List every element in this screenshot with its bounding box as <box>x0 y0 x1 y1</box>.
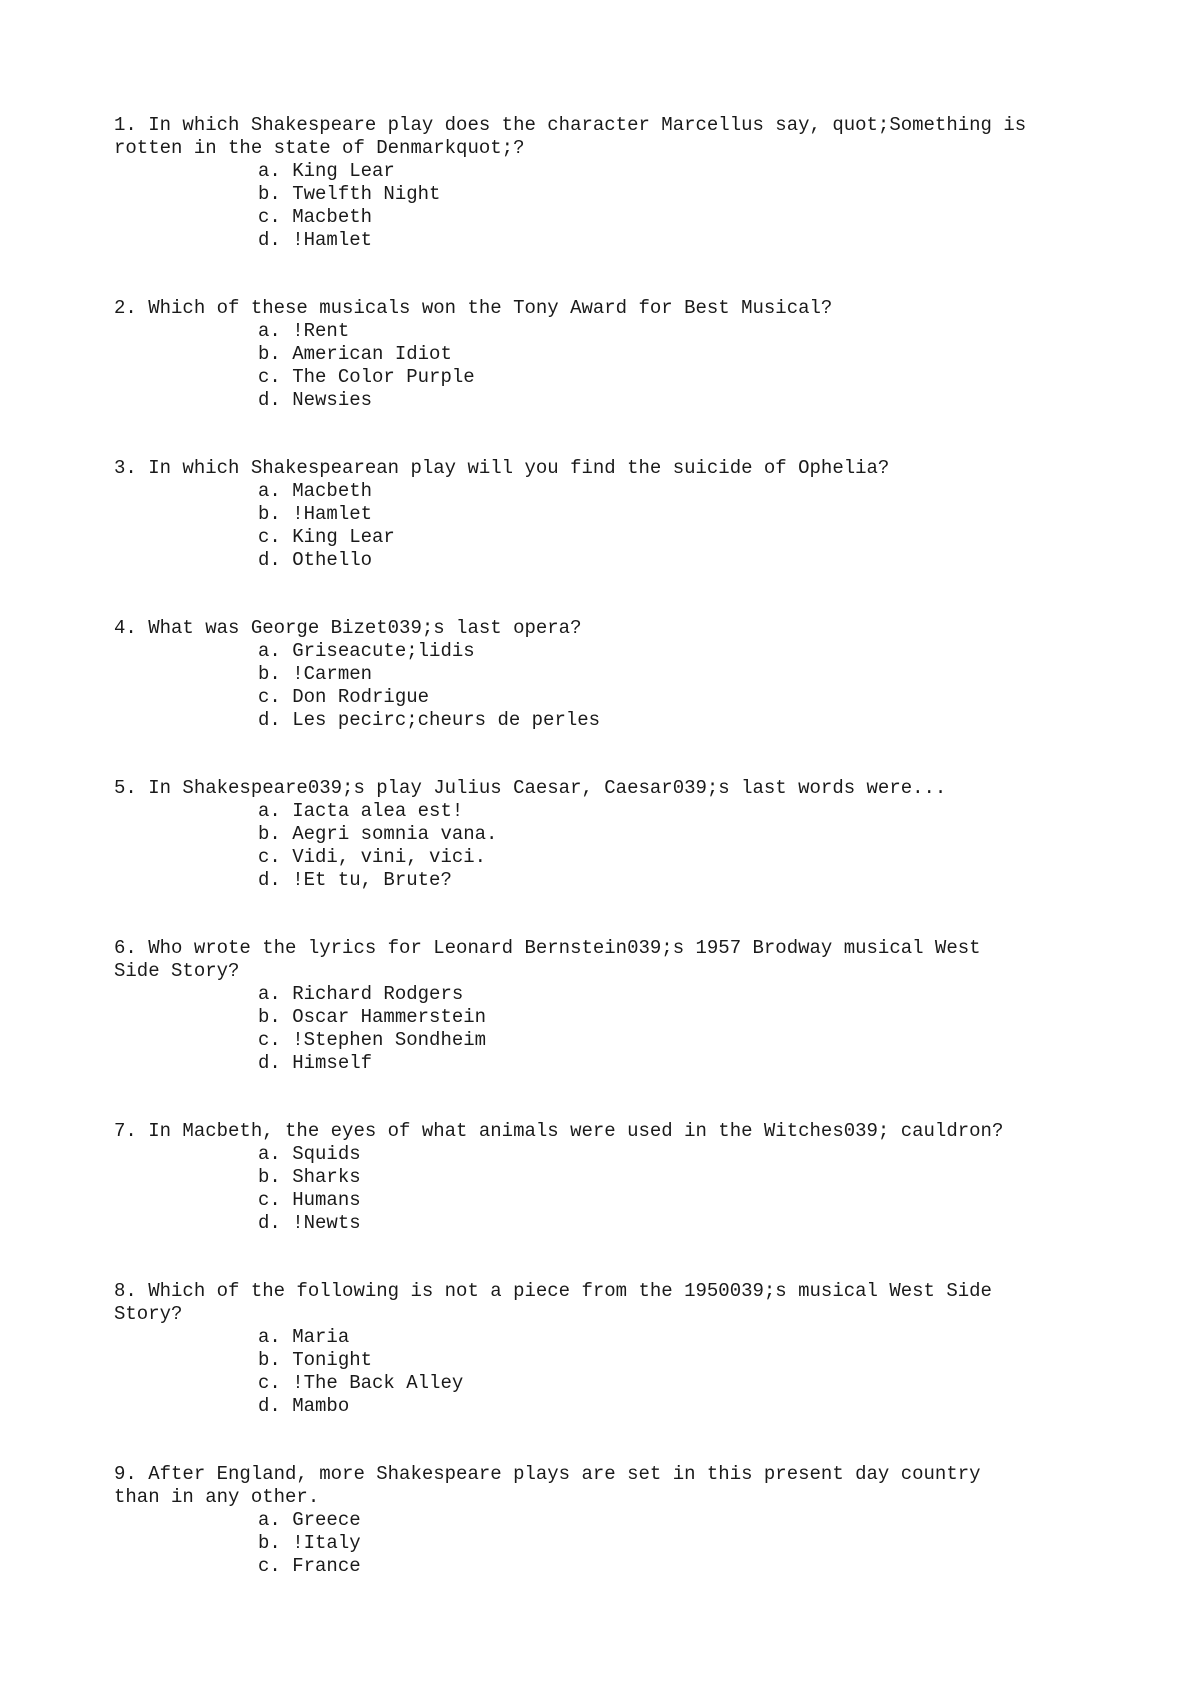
option-text: Maria <box>292 1326 350 1348</box>
option-letter: d. <box>258 549 281 571</box>
option-letter: a. <box>258 640 281 662</box>
question-block <box>114 1280 1114 1418</box>
option-text: Newsies <box>292 389 373 411</box>
question-block <box>114 114 1114 252</box>
option-text: Himself <box>292 1052 373 1074</box>
option-letter: a. <box>258 1326 281 1348</box>
option-text: !Newts <box>292 1212 361 1234</box>
option-letter: d. <box>258 1212 281 1234</box>
option-letter: b. <box>258 343 281 365</box>
answer-option <box>114 823 1114 846</box>
option-letter: a. <box>258 1143 281 1165</box>
answer-option <box>114 343 1114 366</box>
option-text: Aegri somnia vana. <box>292 823 498 845</box>
option-text: !Et tu, Brute? <box>292 869 452 891</box>
answer-options <box>114 160 1114 252</box>
question-block <box>114 457 1114 572</box>
option-text: Iacta alea est! <box>292 800 464 822</box>
answer-option <box>114 526 1114 549</box>
answer-option <box>114 1143 1114 1166</box>
option-text: Twelfth Night <box>292 183 441 205</box>
answer-option <box>114 1555 1114 1578</box>
answer-option <box>114 503 1114 526</box>
option-letter: c. <box>258 526 281 548</box>
option-letter: d. <box>258 229 281 251</box>
option-letter: a. <box>258 800 281 822</box>
option-letter: c. <box>258 1372 281 1394</box>
question-text: 4. What was George Bizet039;s last opera? <box>114 617 582 639</box>
answer-option <box>114 366 1114 389</box>
option-text: Macbeth <box>292 206 373 228</box>
option-text: !Carmen <box>292 663 373 685</box>
option-text: !Italy <box>292 1532 361 1554</box>
answer-options <box>114 1143 1114 1235</box>
question-block <box>114 297 1114 412</box>
option-letter: b. <box>258 1166 281 1188</box>
option-text: !The Back Alley <box>292 1372 464 1394</box>
option-text: Richard Rodgers <box>292 983 464 1005</box>
question-block <box>114 1120 1114 1235</box>
answer-option <box>114 1326 1114 1349</box>
answer-option <box>114 1532 1114 1555</box>
option-text: Greece <box>292 1509 361 1531</box>
option-letter: a. <box>258 160 281 182</box>
answer-options <box>114 320 1114 412</box>
question-block <box>114 1463 1114 1578</box>
question-block <box>114 617 1114 732</box>
option-text: Don Rodrigue <box>292 686 430 708</box>
answer-option <box>114 869 1114 892</box>
question-text: 3. In which Shakespearean play will you find the suicide of Ophelia? <box>114 457 890 479</box>
option-letter: c. <box>258 686 281 708</box>
answer-option <box>114 709 1114 732</box>
answer-option <box>114 480 1114 503</box>
option-letter: c. <box>258 1029 281 1051</box>
question-text: 6. Who wrote the lyrics for Leonard Bernstein039;s 1957 Brodway musical West Side Story? <box>114 937 981 982</box>
answer-option <box>114 1189 1114 1212</box>
question-text: 2. Which of these musicals won the Tony Award for Best Musical? <box>114 297 833 319</box>
option-letter: d. <box>258 709 281 731</box>
answer-option <box>114 983 1114 1006</box>
question-block <box>114 777 1114 892</box>
answer-option <box>114 686 1114 709</box>
option-text: Sharks <box>292 1166 361 1188</box>
option-letter: d. <box>258 1395 281 1417</box>
question-text: 1. In which Shakespeare play does the character Marcellus say, quot;Something is rotten in the state of Denmarkquot;? <box>114 114 1027 159</box>
answer-option <box>114 663 1114 686</box>
option-text: !Hamlet <box>292 229 373 251</box>
option-text: Les pecirc;cheurs de perles <box>292 709 601 731</box>
answer-option <box>114 1029 1114 1052</box>
option-text: Humans <box>292 1189 361 1211</box>
answer-option <box>114 1006 1114 1029</box>
answer-option <box>114 1395 1114 1418</box>
option-letter: a. <box>258 1509 281 1531</box>
answer-option <box>114 320 1114 343</box>
option-text: American Idiot <box>292 343 452 365</box>
option-text: Vidi, vini, vici. <box>292 846 487 868</box>
answer-option <box>114 640 1114 663</box>
option-text: France <box>292 1555 361 1577</box>
question-text: 5. In Shakespeare039;s play Julius Caesar, Caesar039;s last words were... <box>114 777 947 799</box>
answer-option <box>114 800 1114 823</box>
answer-options <box>114 1509 1114 1578</box>
answer-options <box>114 480 1114 572</box>
option-letter: c. <box>258 846 281 868</box>
answer-options <box>114 800 1114 892</box>
answer-option <box>114 229 1114 252</box>
option-text: King Lear <box>292 160 395 182</box>
option-letter: d. <box>258 1052 281 1074</box>
answer-option <box>114 160 1114 183</box>
option-letter: b. <box>258 823 281 845</box>
option-text: King Lear <box>292 526 395 548</box>
option-letter: b. <box>258 1349 281 1371</box>
option-text: Mambo <box>292 1395 350 1417</box>
answer-option <box>114 1349 1114 1372</box>
answer-option <box>114 389 1114 412</box>
option-letter: b. <box>258 183 281 205</box>
answer-option <box>114 1212 1114 1235</box>
option-letter: b. <box>258 663 281 685</box>
option-text: Tonight <box>292 1349 373 1371</box>
option-letter: a. <box>258 320 281 342</box>
option-letter: b. <box>258 1006 281 1028</box>
option-text: The Color Purple <box>292 366 475 388</box>
option-text: Squids <box>292 1143 361 1165</box>
option-text: Macbeth <box>292 480 373 502</box>
option-letter: a. <box>258 983 281 1005</box>
option-text: Oscar Hammerstein <box>292 1006 487 1028</box>
answer-option <box>114 846 1114 869</box>
answer-option <box>114 1372 1114 1395</box>
answer-option <box>114 1509 1114 1532</box>
answer-option <box>114 549 1114 572</box>
answer-options <box>114 983 1114 1075</box>
option-letter: c. <box>258 1189 281 1211</box>
question-text: 7. In Macbeth, the eyes of what animals were used in the Witches039; cauldron? <box>114 1120 1004 1142</box>
answer-options <box>114 640 1114 732</box>
option-text: Griseacute;lidis <box>292 640 475 662</box>
option-letter: c. <box>258 206 281 228</box>
option-letter: c. <box>258 1555 281 1577</box>
answer-option <box>114 1052 1114 1075</box>
option-letter: c. <box>258 366 281 388</box>
answer-option <box>114 183 1114 206</box>
answer-option <box>114 206 1114 229</box>
option-text: !Stephen Sondheim <box>292 1029 487 1051</box>
option-letter: b. <box>258 1532 281 1554</box>
option-letter: a. <box>258 480 281 502</box>
option-text: Othello <box>292 549 373 571</box>
question-text: 9. After England, more Shakespeare plays are set in this present day country than in any other. <box>114 1463 981 1508</box>
answer-option <box>114 1166 1114 1189</box>
option-letter: b. <box>258 503 281 525</box>
question-block <box>114 937 1114 1075</box>
option-letter: d. <box>258 869 281 891</box>
question-text: 8. Which of the following is not a piece from the 1950039;s musical West Side Story? <box>114 1280 992 1325</box>
answer-options <box>114 1326 1114 1418</box>
quiz-content <box>114 114 1114 1623</box>
option-letter: d. <box>258 389 281 411</box>
option-text: !Rent <box>292 320 350 342</box>
option-text: !Hamlet <box>292 503 373 525</box>
